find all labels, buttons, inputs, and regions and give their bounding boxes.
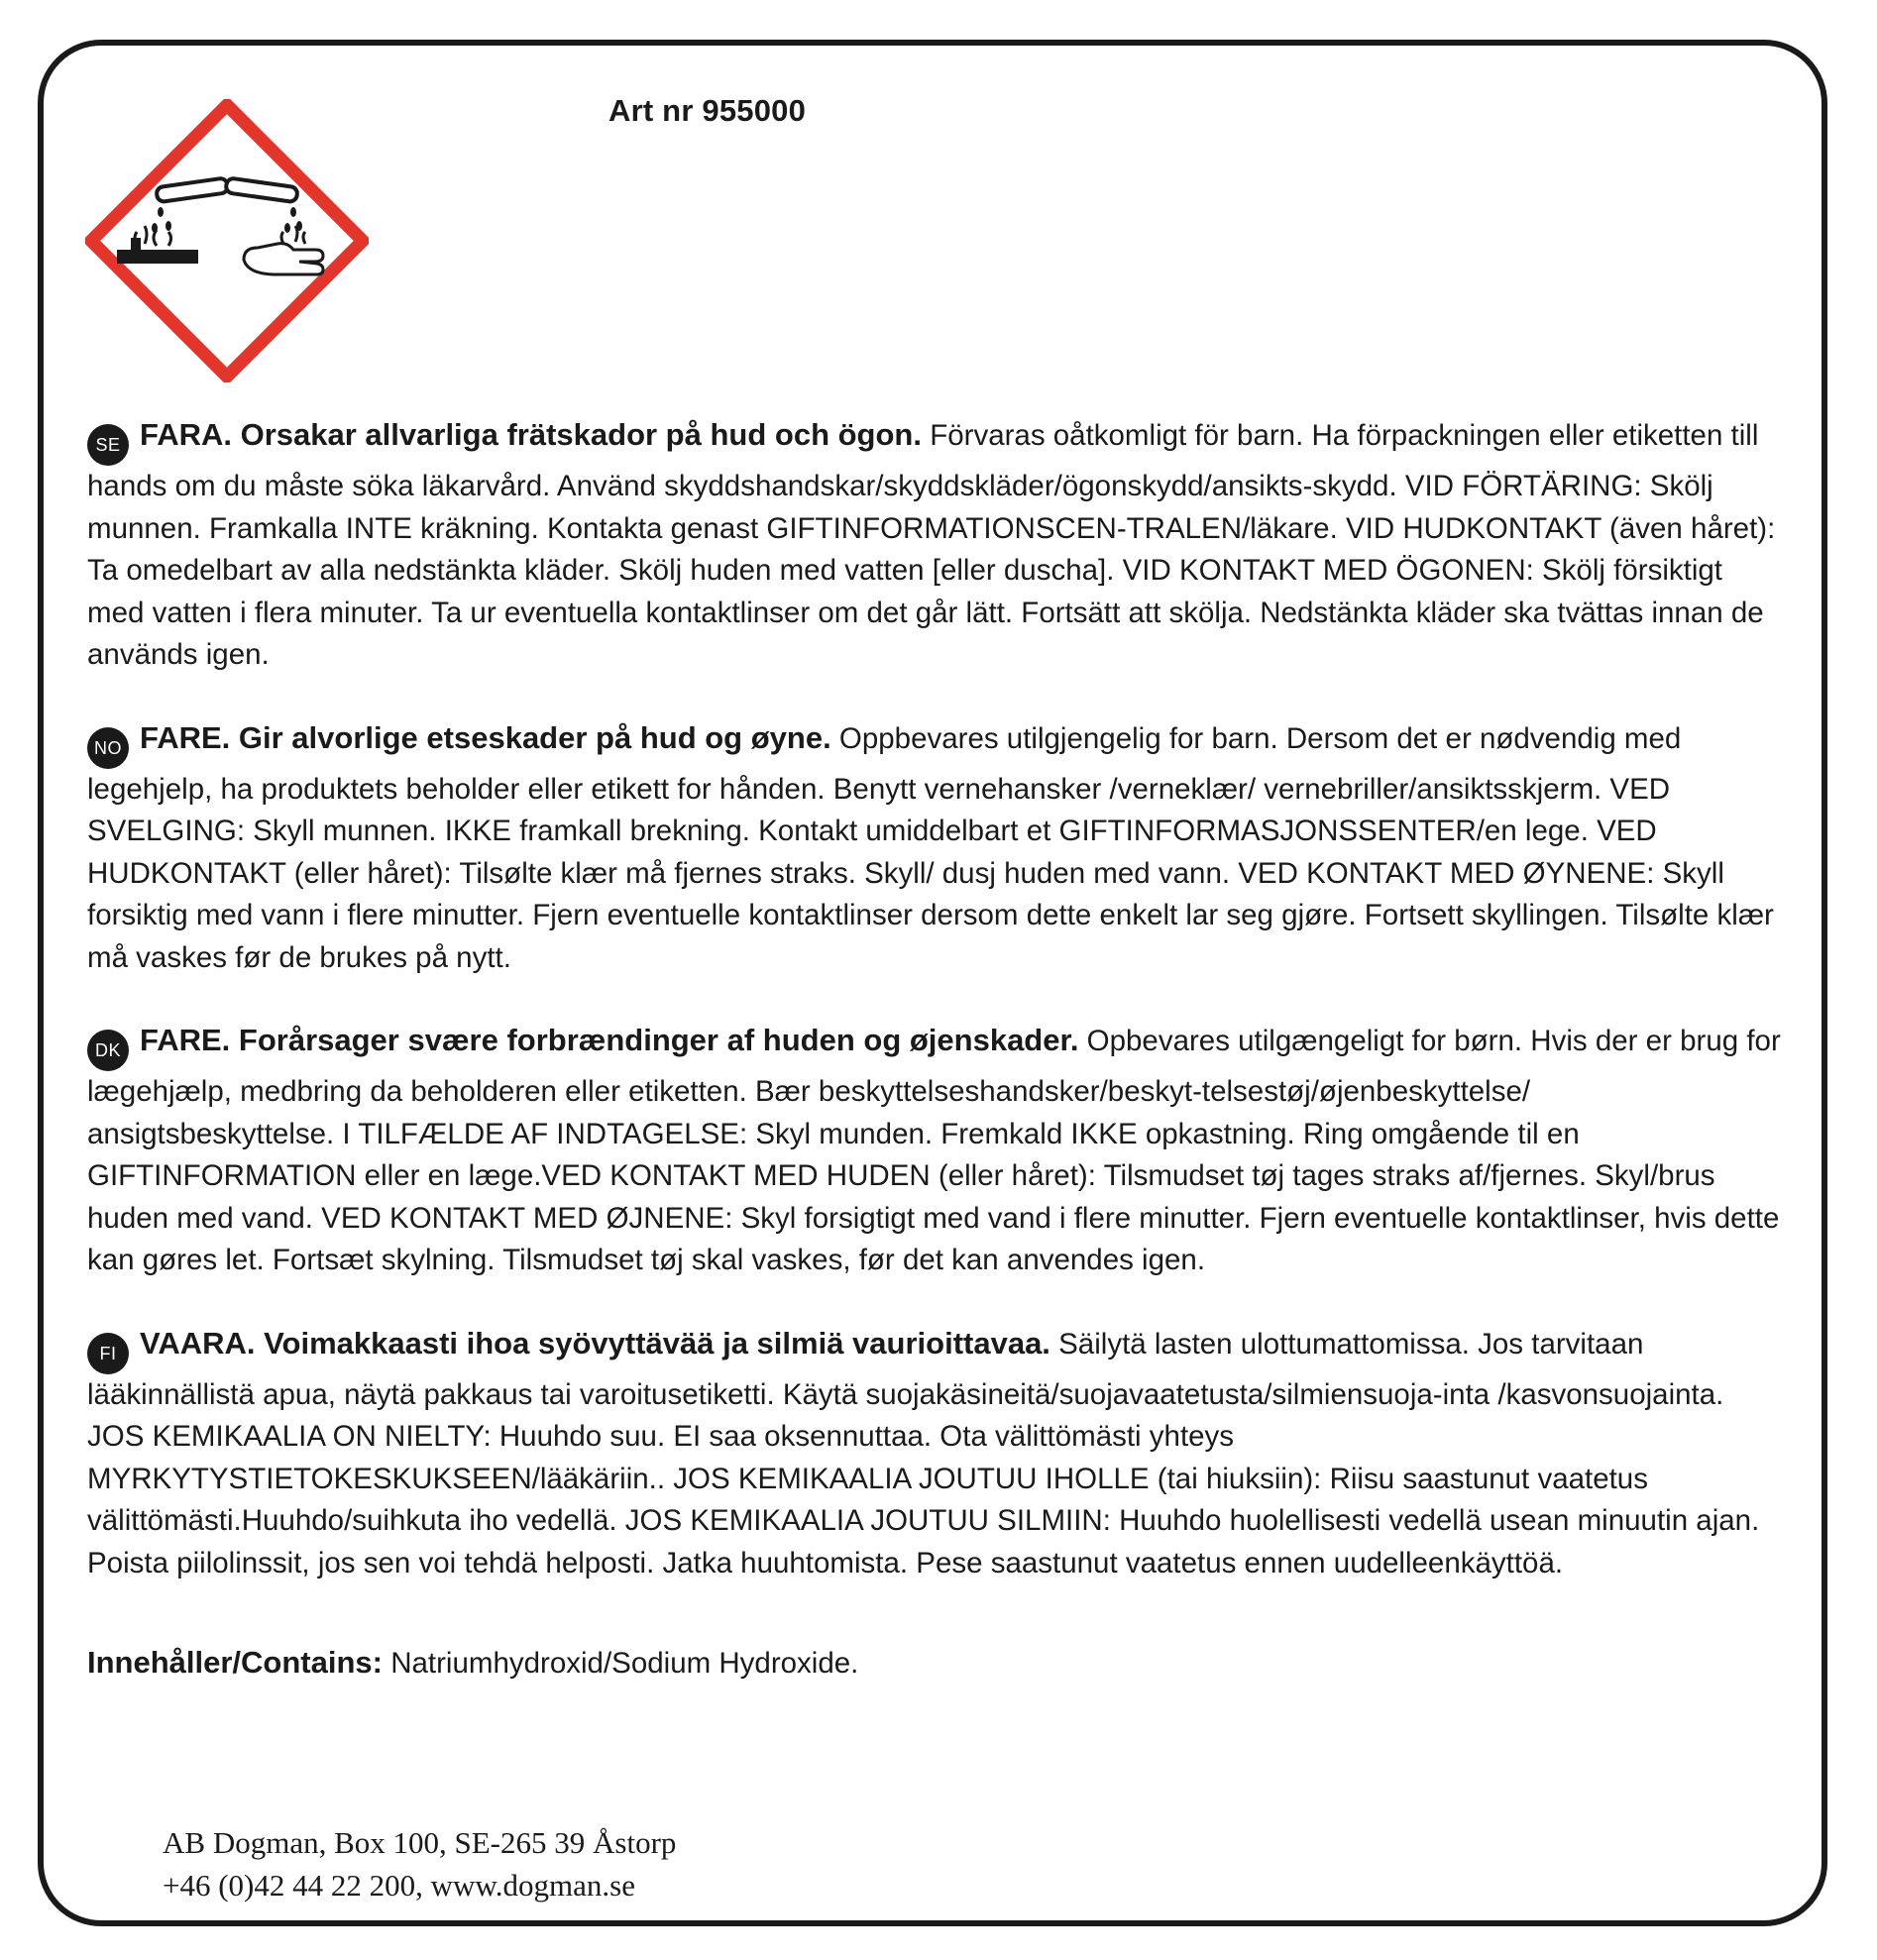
manufacturer-address: AB Dogman, Box 100, SE-265 39 Åstorp bbox=[163, 1825, 677, 1860]
language-badge-se: SE bbox=[87, 424, 129, 466]
contains-line bbox=[87, 1642, 1784, 1686]
hazard-sections bbox=[87, 414, 1784, 1686]
hazard-text-dk: Opbevares utilgængeligt for børn. Hvis der er brug for lægehjælp, medbring da beholderen eller etiketten. Bær beskyttelseshandsker/beskyt-telsestøj/øjenbeskyttelse/ ansigtsbeskyttelse. I TILFÆLDE AF INDTAGELSE: Skyl munden. Fremkald IKKE opkastning. Ring omgående til en GIFTINFORMATION eller en læge.VED KONTAKT MED HUDEN (eller håret): Tilsmudset tøj tages straks af/fjernes. Skyl/brus huden med vand. VED KONTAKT MED ØJNENE: Skyl forsigtigt med vand i flere minutter. Fjern eventuelle kontaktlinser, hvis dette kan gøres let. Fortsæt skylning. Tilsmudset tøj skal vaskes, før det kan anvendes igen. bbox=[87, 1025, 1781, 1276]
hazard-text-no: Oppbevares utilgjengelig for barn. Dersom det er nødvendig med legehjelp, ha produktets beholder eller etikett for hånden. Benytt vernehansker /verneklær/ vernebriller/ansiktsskjerm. VED SVELGING: Skyll munnen. IKKE framkall brekning. Kontakt umiddelbart et GIFTINFORMASJONSSENTER/en lege. VED HUDKONTAKT (eller håret): Tilsølte klær må fjernes straks. Skyll/ dusj huden med vann. VED KONTAKT MED ØYNENE: Skyll forsiktig med vann i flere minutter. Fjern eventuelle kontaktlinser dersom dette enkelt lar seg gjøre. Fortsett skyllingen. Tilsølte klær må vaskes før de brukes på nytt. bbox=[87, 721, 1774, 974]
article-number: Art nr 955000 bbox=[608, 93, 807, 128]
language-badge-no: NO bbox=[87, 727, 129, 769]
corrosive-pictogram-icon bbox=[85, 99, 369, 382]
signal-text-dk: FARE. Forårsager svære forbrændinger af huden og øjenskader. bbox=[140, 1023, 1079, 1057]
hazard-text-se: Förvaras oåtkomligt för barn. Ha förpackningen eller etiketten till hands om du måste söka läkarvård. Använd skyddshandskar/skyddskläder/ögonskydd/ansikts-skydd. VID FÖRTÄRING: Skölj munnen. Framkalla INTE kräkning. Kontakta genast GIFTINFORMATIONSCEN-TRALEN/läkare. VID HUDKONTAKT (även håret): Ta omedelbart av alla nedstänkta kläder. Skölj huden med vatten [eller duscha]. VID KONTAKT MED ÖGONEN: Skölj försiktigt med vatten i flera minuter. Ta ur eventuella kontaktlinser om det går lätt. Fortsätt att skölja. Nedstänkta kläder ska tvättas innan de används igen. bbox=[87, 419, 1776, 671]
hazard-section-se bbox=[87, 414, 1784, 677]
hazard-section-dk bbox=[87, 1020, 1784, 1282]
contains-value: Natriumhydroxid/Sodium Hydroxide. bbox=[390, 1647, 859, 1680]
signal-text-fi: VAARA. Voimakkaasti ihoa syövyttävää ja silmiä vaurioittavaa. bbox=[140, 1325, 1050, 1361]
hazard-section-no bbox=[87, 717, 1784, 980]
manufacturer-info bbox=[163, 1821, 676, 1906]
hazard-text-fi: Säilytä lasten ulottumattomissa. Jos tarvitaan lääkinnällistä apua, näytä pakkaus tai varoitusetiketti. Käytä suojakäsineitä/suojavaatetusta/silmiensuoja-inta /kasvonsuojainta. JOS KEMIKAALIA ON NIELTY: Huuhdo suu. EI saa oksennuttaa. Ota välittömästi yhteys MYRKYTYSTIETOKESKUKSEEN/lääkäriin.. JOS KEMIKAALIA JOUTUU IHOLLE (tai hiuksiin): Riisu saastunut vaatetus välittömästi.Huuhdo/suihkuta iho vedellä. JOS KEMIKAALIA JOUTUU SILMIIN: Huuhdo huolellisesti vedellä usean minuutin ajan. Poista piilolinssit, jos sen voi tehdä helposti. Jatka huuhtomista. Pese saastunut vaatetus ennen uudelleenkäyttöä. bbox=[87, 1327, 1760, 1579]
manufacturer-contact: +46 (0)42 44 22 200, www.dogman.se bbox=[163, 1868, 635, 1903]
hazard-section-fi bbox=[87, 1323, 1784, 1585]
signal-text-no: FARE. Gir alvorlige etseskader på hud og øyne. bbox=[140, 719, 831, 755]
language-badge-fi: FI bbox=[87, 1333, 129, 1374]
signal-text-se: FARA. Orsakar allvarliga frätskador på hud och ögon. bbox=[140, 417, 922, 452]
language-badge-dk: DK bbox=[87, 1030, 129, 1071]
contains-label: Innehåller/Contains: bbox=[87, 1645, 383, 1680]
